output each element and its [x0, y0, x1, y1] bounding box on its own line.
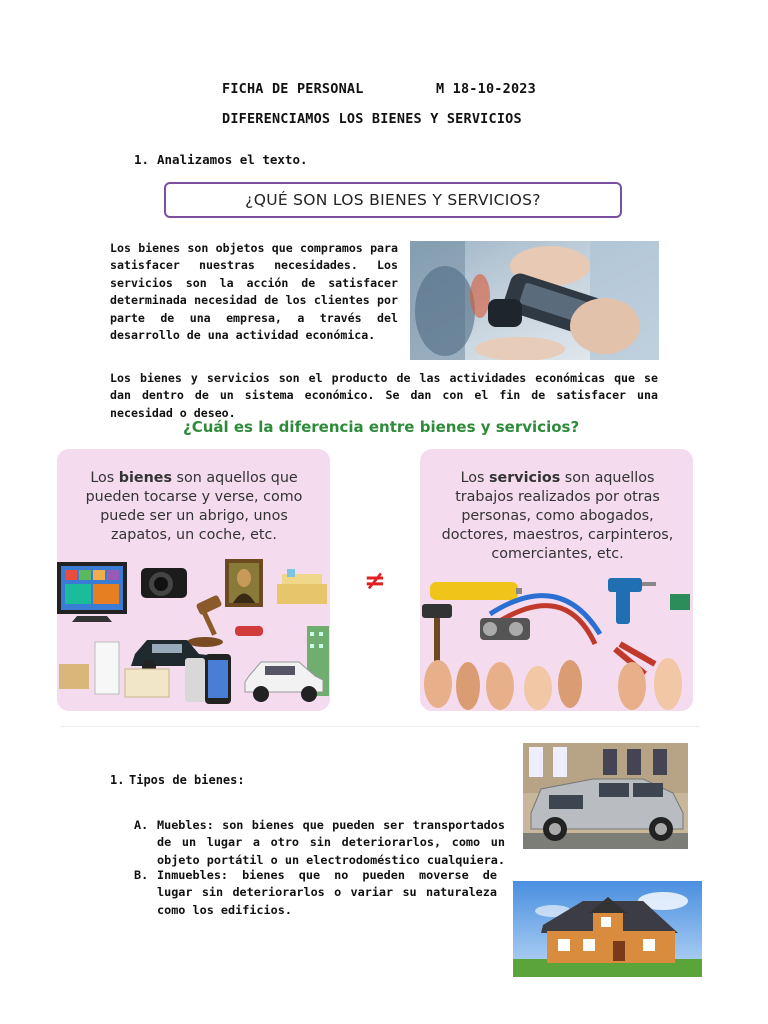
goods-illustration — [57, 554, 330, 711]
section1-number: 1. — [134, 152, 150, 167]
item-b-text: Inmuebles: bienes que no pueden moverse de lugar sin deteriorarlos o variar su naturaleza como los edificios. — [157, 868, 497, 917]
difference-question: ¿Cuál es la diferencia entre bienes y servicios? — [183, 418, 580, 436]
sheet-date-code: M 18-10-2023 — [436, 81, 536, 97]
sheet-subtitle: DIFERENCIAMOS LOS BIENES Y SERVICIOS — [222, 111, 522, 127]
economic-paragraph: Los bienes y servicios son el producto de las actividades económicas que se dan dentro de un sistema económico. Se dan con el fin de satisfacer una necesidad o deseo. — [110, 371, 658, 420]
payment-terminal-photo — [410, 241, 659, 360]
services-panel — [420, 449, 693, 711]
title-box — [164, 182, 622, 218]
suv-photo — [523, 743, 688, 849]
tools-illustration — [420, 574, 693, 711]
item-a-letter: A. — [134, 818, 149, 832]
section2-label: Tipos de bienes: — [129, 773, 245, 787]
sheet-title: FICHA DE PERSONAL — [222, 81, 364, 97]
title-box-text: ¿QUÉ SON LOS BIENES Y SERVICIOS? — [245, 191, 541, 209]
not-equal-sign: ≠ — [364, 566, 386, 596]
item-b-letter: B. — [134, 868, 149, 882]
goods-panel — [57, 449, 330, 711]
section1-label: Analizamos el texto. — [157, 152, 308, 167]
section2-number: 1. — [110, 773, 125, 787]
definition-paragraph: Los bienes son objetos que compramos para satisfacer nuestras necesidades. Los servicios son la acción de satisfacer determinada necesidad de los clientes por parte de una empresa, a través del desarrollo de una actividad económica. — [110, 241, 398, 343]
house-photo — [513, 881, 702, 977]
goods-panel-text: Los bienes son aquellos que pueden tocarse y verse, como puede ser un abrigo, unos zapatos, un coche, etc. — [85, 470, 303, 543]
item-a-text: Muebles: son bienes que pueden ser transportados de un lugar a otro sin deteriorarlos, como un objeto portátil o un electrodoméstico cualquiera. — [157, 818, 506, 867]
services-panel-text: Los servicios son aquellos trabajos realizados por otras personas, como abogados, doctores, maestros, carpinteros, comerciantes, etc. — [441, 470, 674, 562]
divider — [60, 726, 700, 727]
